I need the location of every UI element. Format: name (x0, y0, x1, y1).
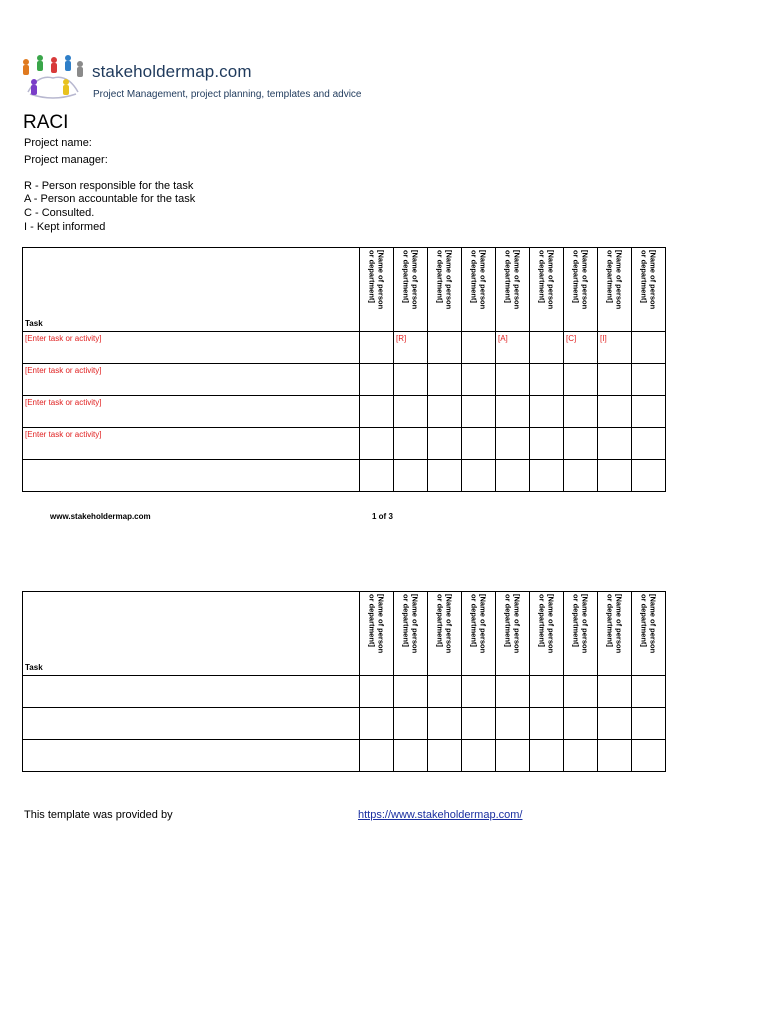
raci-cell[interactable]: [A] (496, 332, 530, 364)
raci-cell[interactable] (564, 676, 598, 708)
person-column-header (632, 248, 666, 332)
raci-cell[interactable] (428, 428, 462, 460)
table-row (23, 676, 666, 708)
person-column-label: [Name of person or department] (537, 594, 556, 654)
raci-cell[interactable] (598, 708, 632, 740)
person-column-header (428, 592, 462, 676)
raci-cell[interactable] (428, 364, 462, 396)
table-row (23, 332, 666, 364)
raci-matrix-table-continued (22, 591, 666, 772)
raci-cell[interactable] (428, 740, 462, 772)
person-column-header (360, 248, 394, 332)
person-column-label: [Name of person or department] (639, 250, 658, 310)
task-cell[interactable] (23, 708, 360, 740)
legend-consulted: C - Consulted. (24, 207, 95, 219)
table-row (23, 364, 666, 396)
brand-name: stakeholdermap.com (92, 62, 252, 81)
raci-cell[interactable] (496, 428, 530, 460)
raci-cell[interactable] (394, 364, 428, 396)
raci-cell[interactable] (428, 396, 462, 428)
person-column-label: [Name of person or department] (503, 250, 522, 310)
person-column-header (428, 248, 462, 332)
person-column-header (632, 592, 666, 676)
raci-cell[interactable]: [R] (394, 332, 428, 364)
footer-url: www.stakeholdermap.com (50, 512, 151, 521)
person-column-header (496, 248, 530, 332)
person-column-label: [Name of person or department] (435, 594, 454, 654)
raci-cell[interactable] (360, 364, 394, 396)
raci-cell[interactable] (632, 740, 666, 772)
task-cell[interactable] (23, 740, 360, 772)
table-row (23, 708, 666, 740)
stakeholdermap-link[interactable]: https://www.stakeholdermap.com/ (358, 809, 523, 821)
raci-cell[interactable] (632, 676, 666, 708)
person-column-header (530, 592, 564, 676)
raci-cell[interactable] (360, 676, 394, 708)
task-cell[interactable] (23, 460, 360, 492)
raci-cell[interactable] (394, 740, 428, 772)
person-column-header (598, 592, 632, 676)
raci-cell[interactable] (394, 396, 428, 428)
raci-cell[interactable] (462, 364, 496, 396)
raci-cell[interactable] (632, 364, 666, 396)
raci-cell[interactable] (598, 364, 632, 396)
raci-cell[interactable] (394, 428, 428, 460)
raci-cell[interactable] (598, 428, 632, 460)
person-column-header (564, 248, 598, 332)
raci-cell[interactable] (530, 740, 564, 772)
raci-cell[interactable] (598, 396, 632, 428)
raci-cell[interactable] (462, 460, 496, 492)
person-column-label: [Name of person or department] (367, 594, 386, 654)
person-column-header (530, 248, 564, 332)
raci-cell[interactable] (564, 364, 598, 396)
raci-cell[interactable] (632, 332, 666, 364)
raci-cell[interactable] (564, 740, 598, 772)
raci-cell[interactable] (360, 428, 394, 460)
raci-cell[interactable] (496, 396, 530, 428)
person-column-header (564, 592, 598, 676)
task-cell[interactable]: [Enter task or activity] (23, 332, 360, 364)
project-manager-label: Project manager: (24, 154, 108, 166)
task-column-header: Task (23, 592, 360, 676)
table-row (23, 428, 666, 460)
raci-cell[interactable] (394, 676, 428, 708)
raci-cell[interactable] (496, 708, 530, 740)
person-column-label: [Name of person or department] (571, 250, 590, 310)
raci-cell[interactable] (632, 460, 666, 492)
task-cell[interactable]: [Enter task or activity] (23, 428, 360, 460)
task-column-header: Task (23, 248, 360, 332)
table-row (23, 460, 666, 492)
raci-cell[interactable]: [C] (564, 332, 598, 364)
raci-cell[interactable] (564, 708, 598, 740)
raci-cell[interactable] (360, 332, 394, 364)
project-name-label: Project name: (24, 137, 92, 149)
raci-cell[interactable] (394, 460, 428, 492)
raci-cell[interactable] (462, 708, 496, 740)
person-column-label: [Name of person or department] (469, 594, 488, 654)
raci-cell[interactable] (632, 396, 666, 428)
table-header-row (23, 248, 666, 332)
raci-cell[interactable] (632, 708, 666, 740)
raci-cell[interactable] (598, 676, 632, 708)
raci-cell[interactable] (564, 428, 598, 460)
raci-cell[interactable] (496, 676, 530, 708)
raci-cell[interactable] (360, 460, 394, 492)
person-column-label: [Name of person or department] (367, 250, 386, 310)
raci-cell[interactable] (496, 364, 530, 396)
person-column-label: [Name of person or department] (469, 250, 488, 310)
raci-cell[interactable] (428, 708, 462, 740)
raci-cell[interactable] (530, 428, 564, 460)
person-column-label: [Name of person or department] (503, 594, 522, 654)
person-column-label: [Name of person or department] (639, 594, 658, 654)
person-column-header (360, 592, 394, 676)
raci-cell[interactable] (530, 332, 564, 364)
raci-cell[interactable] (598, 740, 632, 772)
person-column-header (496, 592, 530, 676)
person-column-label: [Name of person or department] (435, 250, 454, 310)
raci-cell[interactable] (428, 332, 462, 364)
person-column-header (462, 248, 496, 332)
stakeholdermap-logo-icon (18, 52, 88, 104)
raci-cell[interactable] (530, 396, 564, 428)
person-column-label: [Name of person or department] (401, 594, 420, 654)
raci-cell[interactable] (462, 428, 496, 460)
raci-cell[interactable] (462, 396, 496, 428)
raci-cell[interactable] (428, 460, 462, 492)
document-title: RACI (23, 112, 69, 133)
raci-cell[interactable] (530, 708, 564, 740)
raci-cell[interactable] (462, 740, 496, 772)
page-number: 1 of 3 (372, 512, 393, 521)
raci-cell[interactable] (564, 396, 598, 428)
legend-responsible: R - Person responsible for the task (24, 180, 194, 192)
credit-text: This template was provided by (24, 809, 173, 821)
table-row (23, 740, 666, 772)
person-column-label: [Name of person or department] (605, 250, 624, 310)
legend-accountable: A - Person accountable for the task (24, 193, 196, 205)
raci-cell[interactable] (360, 396, 394, 428)
raci-cell[interactable] (496, 740, 530, 772)
task-cell[interactable]: [Enter task or activity] (23, 396, 360, 428)
person-column-header (462, 592, 496, 676)
raci-cell[interactable] (496, 460, 530, 492)
person-column-label: [Name of person or department] (537, 250, 556, 310)
raci-cell[interactable] (360, 708, 394, 740)
raci-cell[interactable] (598, 460, 632, 492)
person-column-header (394, 248, 428, 332)
raci-cell[interactable] (632, 428, 666, 460)
person-column-label: [Name of person or department] (571, 594, 590, 654)
raci-cell[interactable] (428, 676, 462, 708)
raci-cell[interactable] (530, 460, 564, 492)
person-column-header (598, 248, 632, 332)
raci-cell[interactable]: [I] (598, 332, 632, 364)
raci-matrix-table (22, 247, 666, 492)
person-column-label: [Name of person or department] (401, 250, 420, 310)
raci-cell[interactable] (360, 740, 394, 772)
task-cell[interactable] (23, 676, 360, 708)
table-row (23, 396, 666, 428)
task-cell[interactable]: [Enter task or activity] (23, 364, 360, 396)
raci-cell[interactable] (394, 708, 428, 740)
legend-informed: I - Kept informed (24, 221, 106, 233)
person-column-label: [Name of person or department] (605, 594, 624, 654)
raci-cell[interactable] (530, 364, 564, 396)
raci-cell[interactable] (462, 676, 496, 708)
raci-cell[interactable] (462, 332, 496, 364)
raci-cell[interactable] (530, 676, 564, 708)
raci-cell[interactable] (564, 460, 598, 492)
person-column-header (394, 592, 428, 676)
brand-tagline: Project Management, project planning, templates and advice (93, 89, 362, 100)
table-header-row (23, 592, 666, 676)
